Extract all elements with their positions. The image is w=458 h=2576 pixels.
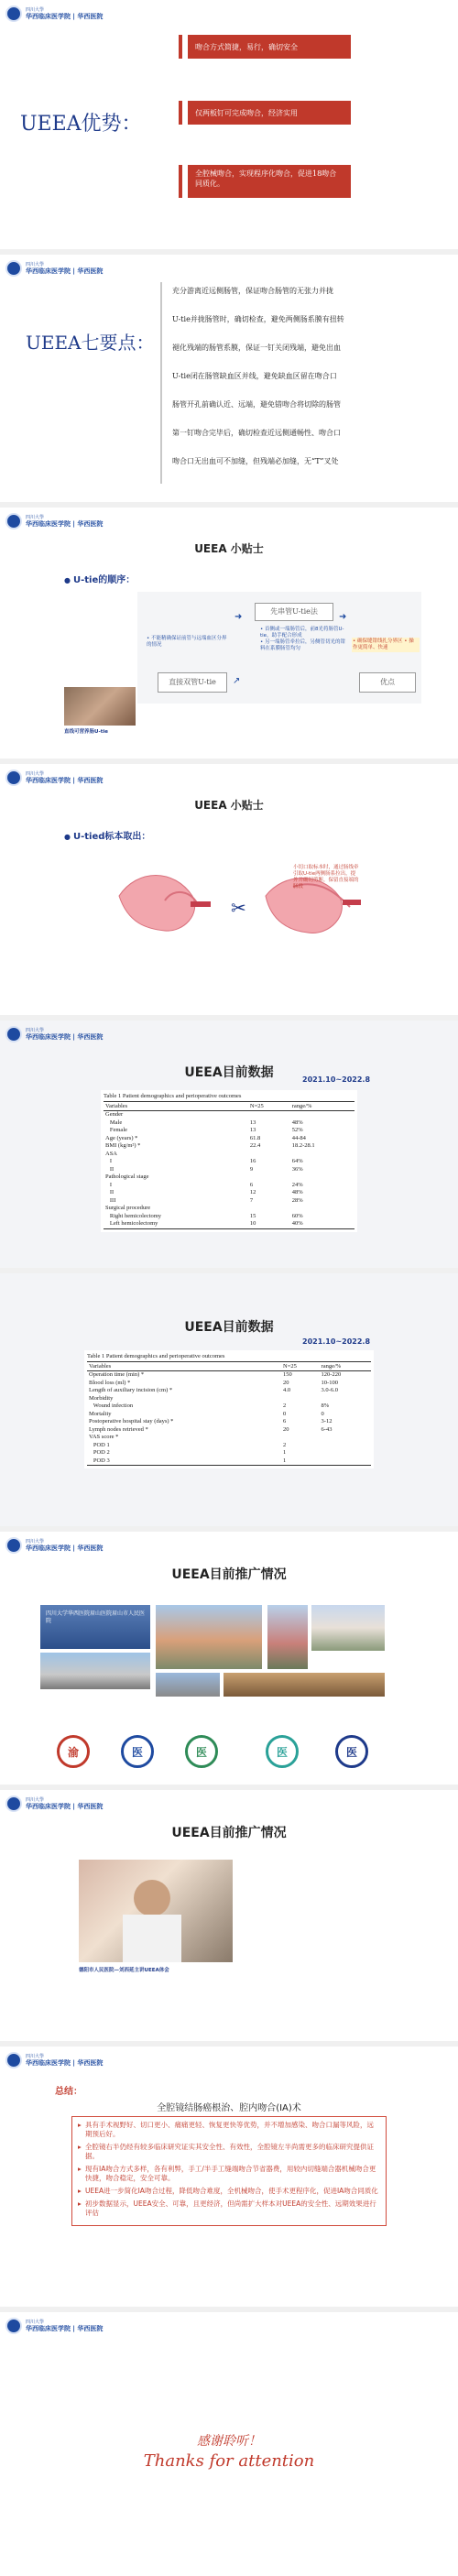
summary-label: 总结： [55,2087,82,2097]
table-cell: Morbidity [89,1394,114,1402]
table-row [87,1387,371,1395]
flow-arrow-icon: ➜ [234,612,243,622]
slide-promotion-1 [0,1532,458,1785]
slide-utie-order [0,508,458,759]
table-cell: 16 [249,1158,256,1164]
table-cell: 48% [291,1119,303,1126]
table-row [87,1411,371,1419]
table-cell: 10 [248,1220,290,1228]
table-cell: Male [105,1119,123,1126]
flow-arrow-icon: ↗ [233,676,241,686]
table-row [104,1111,354,1119]
logo-line2: 华西临床医学院 | 华西医院 [26,1544,104,1552]
hospital-seal-icon [5,2052,22,2068]
divider-line [160,282,162,484]
flow-step-direct-utie: 直接双管U-tie [158,672,227,693]
logo-line2: 华西临床医学院 | 华西医院 [26,2324,104,2332]
flow-note-right: • 确保缝钳线扎分界区 • 操作更简单、快速 [352,638,420,652]
speaker-figure [134,1880,170,1916]
summary-item: ▸ 全腔镜右半仍经有较多临床研究证实其安全性、有效性，全腔镜左半尚需更多的临床研究提供证据。 [78,2143,380,2161]
table-cell: 6 [249,1181,254,1188]
table-cell: 60% [291,1212,303,1219]
table-row [87,1395,371,1403]
hospital-logo [5,260,103,277]
summary-item: ▸ 现有IA吻合方式多样，各有利弊，手工/半手工缝端吻合节省器费，用较内切缝端合器机械吻合更快捷，吻合稳定，安全可靠。 [78,2165,380,2183]
table-row [104,1213,354,1221]
table-cell [248,1173,290,1182]
point-line-6: 第一钉吻合完毕后，确切检查近远侧通畅性、吻合口 [172,428,447,439]
table-row [87,1380,371,1388]
logo-line1: 四川大學 [26,6,45,13]
hospital-logo [5,1026,103,1042]
hospital-logo [5,2318,103,2334]
col-header: N=25 [248,1102,290,1111]
table-row [87,1426,371,1435]
hospital-seal-icon [5,1026,22,1042]
specimen-heading: ● U-tied标本取出： [64,828,150,842]
hospital-photo [156,1673,220,1697]
logo-line2: 华西临床医学院 | 华西医院 [26,1032,104,1041]
table-cell: II [105,1165,114,1173]
slide-summary [0,2047,458,2307]
table-cell [248,1205,290,1213]
table-row [104,1182,354,1190]
table-row [87,1434,371,1442]
slide-seven-points [0,255,458,502]
table-row [87,1449,371,1457]
table-cell: 3-12 [321,1418,333,1424]
logo-line1: 四川大學 [26,1538,45,1545]
table-cell: 4.0 [283,1387,291,1393]
flow-note-left: • 不能精确保证前管与远端血区分界的情况 [147,636,227,648]
table-cell: Age (years) * [105,1134,138,1141]
table-cell: 20 [283,1425,289,1433]
table-cell: 24% [291,1181,303,1188]
table-cell: 2 [283,1403,287,1409]
table-row [104,1135,354,1143]
demographics-table [101,1090,357,1232]
hospital-photo [224,1673,385,1697]
table-cell: 15 [249,1212,256,1219]
table-cell: 7 [249,1196,254,1204]
table-cell: POD 3 [87,1457,281,1466]
table-cell: 120-220 [321,1371,342,1378]
data-title: UEEA目前数据 [184,1320,274,1335]
utie-order-heading: ● U-tie的顺序： [64,572,135,585]
hospital-logo-badge: 医 [335,1735,368,1768]
table-row [104,1173,354,1182]
logo-line1: 四川大學 [26,1796,45,1803]
hospital-logo-badge: 医 [121,1735,154,1768]
logo-line2: 华西临床医学院 | 华西医院 [26,1802,104,1810]
hospital-logo [5,513,103,529]
table-cell: 6-43 [321,1425,333,1433]
data-title: UEEA目前数据 [184,1065,274,1080]
table-cell [248,1151,290,1159]
lecture-photo [79,1860,233,1962]
table-row [104,1151,354,1159]
thanks-chinese: 感谢聆听！ [197,2434,261,2449]
outcomes-table [84,1350,374,1468]
table-cell [320,1395,371,1403]
table-row [104,1127,354,1135]
table-cell: 0 [283,1410,287,1417]
advantage-point-1: 吻合方式简捷，易行，确切安全 [188,35,351,59]
hospital-logo [5,2052,103,2068]
table-cell: Postoperative hospital stay (days) * [89,1418,174,1424]
table-cell: 2 [283,1441,287,1448]
lecture-caption: 德阳市人民医院—刘西延主讲UEEA体会 [79,1968,169,1973]
table-cell: Wound infection [89,1403,134,1409]
table-caption: Table 1 Patient demographics and perioperative outcomes [104,1093,242,1099]
table-cell: 10-100 [321,1379,338,1386]
table-cell: I [105,1181,113,1188]
table-cell: 48% [291,1189,303,1195]
table-cell: Surgical procedure [105,1205,151,1211]
table-row [104,1197,354,1206]
table-cell: 22.4 [249,1142,261,1149]
banner-text: 四川大学华西医院眉山医院眉山市人民医院 [46,1610,146,1624]
table-cell: 20 [283,1379,289,1386]
table-cell: 1 [283,1449,287,1456]
hospital-logo [5,770,103,786]
table-cell: BMI (kg/m²) * [105,1142,141,1149]
hospital-logo [5,1537,103,1554]
table-row [104,1205,354,1213]
table-cell [290,1173,354,1182]
slide-thanks [0,2312,458,2576]
table-cell: 64% [291,1158,303,1164]
flow-arrow-icon: ➜ [339,612,347,622]
table-cell: POD 1 [89,1441,110,1448]
seven-points-title: UEEA七要点： [26,332,155,354]
table-cell: I [105,1158,113,1164]
logo-line1: 四川大學 [26,2319,45,2325]
hospital-seal-icon [5,5,22,22]
table-cell: 44-84 [291,1134,306,1141]
hospital-logo [5,1796,103,1812]
logo-line1: 四川大學 [26,770,45,777]
advantage-point-2: 仅两板钉可完成吻合，经济实用 [188,101,351,125]
table-cell [320,1449,371,1457]
table-cell: 28% [291,1196,303,1204]
col-header: N=25 [281,1362,320,1371]
scissors-icon [231,897,246,919]
logo-line2: 华西临床医学院 | 华西医院 [26,12,104,20]
col-header: range/% [320,1362,371,1371]
photo-caption: 直线可营养肠U-tie [64,729,108,735]
accent-bar [179,101,182,125]
summary-item: ▸ 初步数据显示，UEEA安全、可靠，且更经济，但尚需扩大样本对UEEA的安全性、远期效果进行评估 [78,2199,380,2218]
logo-line1: 四川大學 [26,2053,45,2059]
table-cell: 12 [249,1189,256,1195]
table-cell: Blood loss (ml) * [89,1379,131,1386]
slide-promotion-2 [0,1790,458,2041]
table-cell: Pathological stage [105,1173,149,1180]
date-range: 2021.10~2022.8 [302,1337,371,1346]
advantages-title: UEEA优势： [20,113,142,136]
specimen-note: 小切口取标本时，通过肠线牵引取U-tie两侧肠系拉出，提外并确切剪断，保留直接端的肠段 [293,865,359,890]
table-row [87,1442,371,1450]
flow-step-advantage: 优点 [359,672,416,693]
hospital-logo-badge: 医 [185,1735,218,1768]
surgical-photo [64,687,136,726]
table-cell: Left hemicolectomy [104,1220,248,1228]
table-cell [320,1457,371,1466]
table-row [104,1166,354,1174]
table-cell [290,1111,354,1119]
table-row [87,1371,371,1380]
col-header: Variables [87,1362,281,1371]
summary-item: ▸ UEEA进一步简化IA吻合过程，降低吻合难度，全机械吻合，使手术更程序化，促进IA吻合同质化 [78,2187,380,2196]
hospital-photo [311,1605,385,1651]
table-cell [320,1442,371,1450]
table-cell: II [105,1189,114,1195]
hospital-seal-icon [5,260,22,277]
table-cell: 36% [291,1165,303,1173]
table-cell: Gender [105,1111,124,1118]
hospital-photo [267,1605,308,1669]
logo-line2: 华西临床医学院 | 华西医院 [26,2058,104,2067]
promotion-title: UEEA目前推广情况 [171,1826,287,1840]
table-cell: 8% [321,1403,330,1409]
table-row [104,1189,354,1197]
table-cell [281,1434,320,1442]
table-row [87,1403,371,1411]
point-line-4: U-tie闭在肠管缺血区并线，避免缺血区留在吻合口 [172,371,447,382]
table-cell: VAS score * [89,1434,119,1440]
slide-specimen-removal [0,764,458,1015]
thanks-english: Thanks for attention [143,2451,315,2471]
slide-current-data-1 [0,1021,458,1268]
date-range: 2021.10~2022.8 [302,1075,371,1084]
table-cell: 18.2-28.1 [291,1142,315,1149]
table-cell: POD 2 [89,1449,110,1456]
table-cell: 13 [249,1119,256,1126]
table-cell: 52% [291,1127,303,1133]
table-cell: III [105,1196,116,1204]
table-row [104,1142,354,1151]
summary-list [71,2116,387,2226]
point-line-2: U-tie并拢肠管时，确切检查，避免两侧肠系膜有扭转 [172,314,447,325]
table-cell [290,1205,354,1213]
table-cell [281,1395,320,1403]
slide-current-data-2 [0,1273,458,1526]
table-cell: 6 [283,1418,287,1424]
flow-note-middle: • 首侧或一端肠管后，前8光将肠管U-tie，助手配合形成 • 另一端肠管牵拉后，另侧管切光的钳料在系膜肠管均匀 [260,627,345,651]
slide-ueea-advantages [0,0,458,249]
table-row [87,1418,371,1426]
table-row [87,1457,371,1466]
table-cell [320,1434,371,1442]
hospital-logo [5,5,103,22]
flow-step-serial-utie: 先串管U-tie法 [255,603,333,621]
logo-line2: 华西临床医学院 | 华西医院 [26,519,104,528]
hospital-seal-icon [5,2318,22,2334]
logo-line2: 华西临床医学院 | 华西医院 [26,267,104,275]
table-cell: 61.8 [249,1134,261,1141]
col-header: range/% [290,1102,354,1111]
logo-line1: 四川大學 [26,261,45,267]
tips-title: UEEA 小贴士 [194,542,264,555]
hospital-photo [40,1653,150,1689]
table-cell: 150 [283,1371,292,1378]
table-cell: 3.0-6.0 [321,1387,338,1393]
hospital-logo-badge: 渝 [57,1735,90,1768]
summary-heading: 全腔镜结肠癌根治、腔内吻合(IA)术 [157,2103,301,2113]
hospital-seal-icon [5,513,22,529]
table-caption: Table 1 Patient demographics and perioperative outcomes [87,1353,225,1359]
promotion-title: UEEA目前推广情况 [171,1567,287,1582]
scissors-glyph: ✂ [231,897,246,919]
table-cell: 40% [290,1220,354,1228]
logo-line2: 华西临床医学院 | 华西医院 [26,776,104,784]
advantage-point-3: 全腔械吻合，实现程序化吻合，促进18吻合同质化。 [188,165,351,198]
table-cell: 0 [321,1410,324,1417]
table-row [104,1119,354,1128]
table-cell: Length of auxiliary incision (cm) * [89,1387,173,1393]
table-cell: Mortality [89,1410,112,1417]
table-cell: 9 [249,1165,254,1173]
table-cell: Lymph nodes retrieved * [89,1425,148,1433]
summary-item: ▸ 具有手术视野好、切口更小、痛痛更轻、恢复更快等优势，并不增加感染、吻合口漏等风险，远期预后好。 [78,2121,380,2139]
point-line-7: 吻合口无出血可不加缝，但残端必加缝，无“T”叉处 [172,456,447,467]
hospital-logo-badge: 医 [266,1735,299,1768]
point-line-3: 褪化残端的肠管系膜，保证一钉关闭残端，避免出血 [172,343,447,354]
table-row [104,1158,354,1166]
hospital-seal-icon [5,1537,22,1554]
point-line-5: 肠管开孔前确认近、远端，避免错吻合将切除的肠管 [172,399,447,410]
hospital-photo [156,1605,262,1669]
col-header: Variables [104,1102,248,1111]
accent-bar [179,165,182,198]
tips-title: UEEA 小贴士 [194,799,264,812]
table-row [104,1220,354,1228]
table-cell: Female [105,1127,128,1133]
table-cell [290,1151,354,1159]
table-cell: Operation time (min) * [89,1371,145,1378]
table-cell: 13 [249,1127,256,1133]
table-cell: ASA [105,1150,118,1157]
table-cell [248,1111,290,1119]
hospital-seal-icon [5,770,22,786]
logo-line1: 四川大學 [26,514,45,520]
hospital-seal-icon [5,1796,22,1812]
hospital-photo-banner [40,1605,150,1649]
point-line-1: 充分游离近远侧肠管，保证吻合肠管的无张力并拢 [172,286,447,297]
table-cell: Right hemicolectomy [105,1212,162,1219]
specimen-left [119,876,211,932]
logo-line1: 四川大學 [26,1027,45,1033]
table-cell: 1 [281,1457,320,1466]
accent-bar [179,35,182,59]
speaker-body [123,1915,181,1962]
